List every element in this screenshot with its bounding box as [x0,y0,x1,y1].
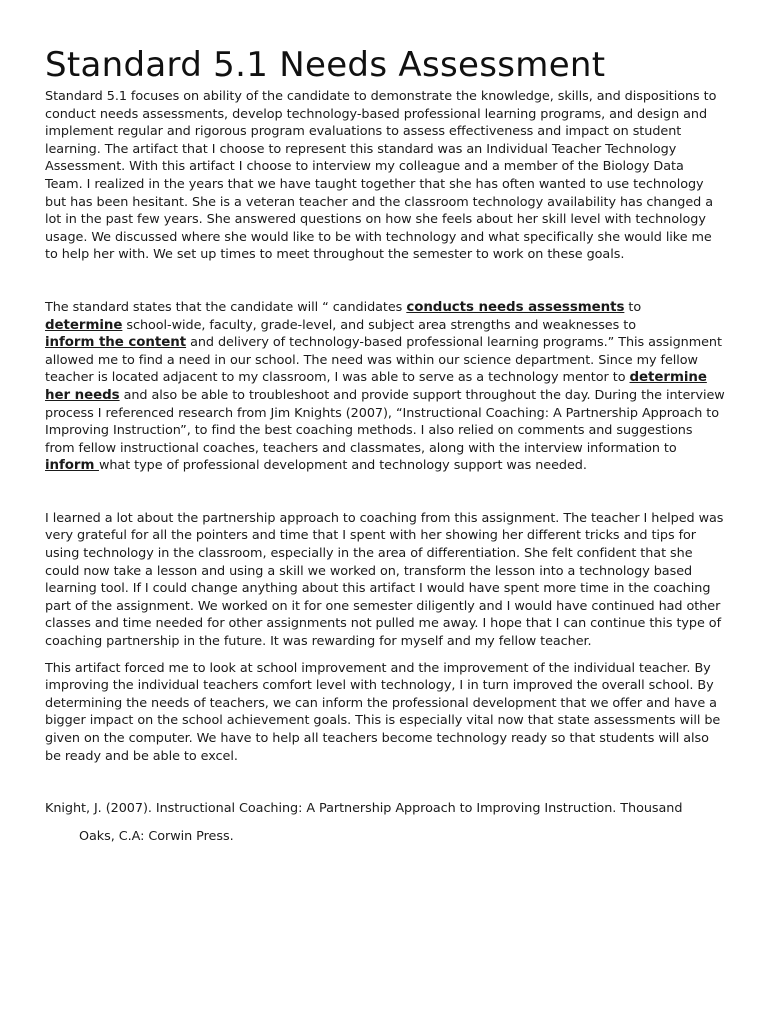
standard-text-1: The standard states that the candidate will “ candidates [45,299,407,315]
determine-emphasis: determine [45,317,123,333]
conducts-needs-assessments-emphasis: conducts needs assessments [406,299,625,315]
reference-entry: Knight, J. (2007). Instructional Coaching: A Partnership Approach to Improving Instruction. Thousand [45,801,683,817]
standard-text-6: what type of professional development and technology support was needed. [98,458,587,474]
standard-paragraph [45,299,725,475]
determine-her-needs-emphasis: determine her needs [45,370,707,403]
standard-text-5: and also be able to troubleshoot and provide support throughout the day. During the interview process I referenced research from Jim Knights (2007), “Instructional Coaching: A Partnership Approach to Improving Instruction”, to find the best coaching methods. I also relied on comments and suggestions from fellow instructional coaches, teachers and classmates, along with the interview information to [45,387,725,456]
learned-paragraph: I learned a lot about the partnership approach to coaching from this assignment. The teacher I helped was very grateful for all the pointers and time that I spent with her showing her different tricks and tips for using technology in the classroom, especially in the area of differentiation. She felt confident that she could now take a lesson and using a skill we worked on, transform the lesson into a technology based learning tool. If I could change anything about this artifact I would have spent more time in the coaching part of the assignment. We worked on it for one semester diligently and I would have continued had other classes and time needed for other assignments not pulled me away. I hope that I can continue this type of coaching partnership in the future. It was rewarding for myself and my fellow teacher. [45,510,724,650]
artifact-paragraph: This artifact forced me to look at school improvement and the improvement of the individual teacher. By improving the individual teachers comfort level with technology, I in turn improved the overall school. By determining the needs of teachers, we can inform the professional development that we offer and have a bigger impact on the school achievement goals. This is especially vital now that state assessments will be given on the computer. We have to help all teachers become technology ready so that students will also be ready and be able to excel. [45,660,721,764]
reference-entry-continuation: Oaks, C.A: Corwin Press. [79,828,234,844]
inform-the-content-emphasis: inform the content [45,335,187,351]
standard-text-2: to [624,299,642,315]
inform-emphasis: inform [45,458,99,474]
standard-text-4: and delivery of technology-based professional learning programs.” This assignment allowed me to find a need in our school. The need was within our science department. Since my fellow teacher is located adjacent to my classroom, I was able to serve as a technology mentor to [45,335,722,386]
intro-paragraph: Standard 5.1 focuses on ability of the candidate to demonstrate the knowledge, skills, and dispositions to conduct needs assessments, develop technology-based professional learning programs, and design and implement regular and rigorous program evaluations to assess effectiveness and impact on student learning. The artifact that I choose to represent this standard was an Individual Teacher Technology Assessment. With this artifact I choose to interview my colleague and a member of the Biology Data Team. I realized in the years that we have taught together that she has often wanted to use technology but has been hesitant. She is a veteran teacher and the classroom technology availability has changed a lot in the past few years. She answered questions on how she feels about her skill level with technology usage. We discussed where she would like to be with technology and what specifically she would like me to help her with. We set up times to meet throughout the semester to work on these goals. [45,89,717,263]
standard-text-3: school-wide, faculty, grade-level, and subject area strengths and weaknesses to [122,317,636,333]
document-page [45,44,725,845]
document-title: Standard 5.1 Needs Assessment [45,45,606,85]
